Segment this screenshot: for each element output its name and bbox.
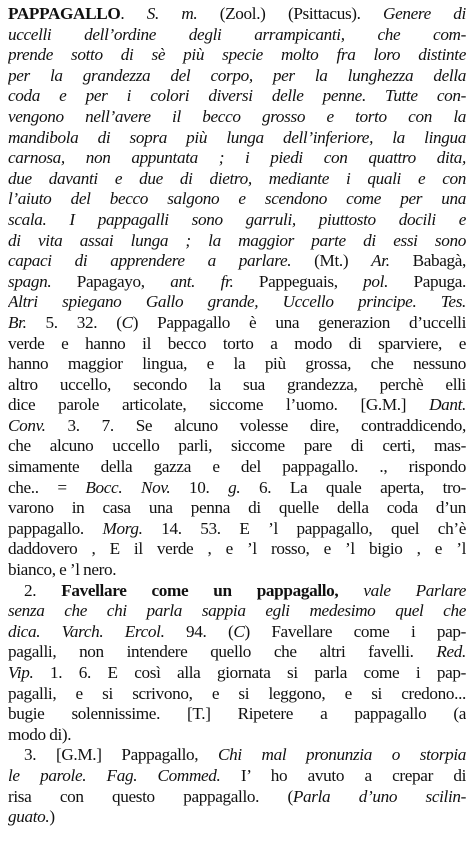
entry-line <box>8 86 466 107</box>
body-text: dice parole articolate, siccome l’uomo. [G.M.] <box>8 395 430 415</box>
italic-text: Bocc. Nov. <box>85 477 171 497</box>
entry-line <box>8 375 466 396</box>
body-text: ) <box>49 807 55 827</box>
italic-text: vengono nell’avere il becco grosso e torto con la <box>8 106 466 126</box>
entry-line <box>8 642 466 663</box>
headword-text: Favellare come un pappagallo, <box>61 580 339 600</box>
body-text: Papagayo, <box>51 271 171 291</box>
entry-line <box>8 807 466 828</box>
entry-line <box>8 231 466 252</box>
body-text: (Mt.) <box>291 251 372 271</box>
italic-text: C <box>121 312 133 332</box>
italic-text: prende sotto di sè più specie molto fra loro distinte <box>8 45 466 65</box>
entry-line <box>8 189 466 210</box>
body-text: . <box>120 4 147 23</box>
body-text: hanno maggior lingua, e la più grossa, che nessuno <box>8 354 466 374</box>
italic-text: di vita assai lunga ; la maggior parte di essi sono <box>8 230 466 250</box>
italic-text: Conv. <box>8 415 46 435</box>
entry-line <box>8 457 466 478</box>
italic-text: g. <box>228 477 241 497</box>
entry-line <box>8 4 466 25</box>
entry-line <box>8 169 466 190</box>
entry-line <box>8 519 466 540</box>
body-text: pagalli, e si scrivono, e si leggono, e si credono... <box>8 683 466 703</box>
entry-line <box>8 581 466 602</box>
entry-line <box>8 539 466 560</box>
italic-text: mandibola di sopra più lunga dell’inferiore, la lingua <box>8 127 466 147</box>
entry-line <box>8 622 466 643</box>
italic-text: S. m. <box>146 4 198 23</box>
entry-line <box>8 313 466 334</box>
italic-text: Morg. <box>102 518 143 538</box>
italic-text: due davanti e due di dietro, mediante i quali e con <box>8 168 466 188</box>
entry-line <box>8 663 466 684</box>
italic-text: carnosa, non appuntata ; i piedi con quattro dita, <box>8 148 466 168</box>
body-text: 3. 7. Se alcuno volesse dire, contraddicendo, <box>45 415 466 435</box>
italic-text: C <box>233 621 245 641</box>
entry-line <box>8 745 466 766</box>
body-text: (Zool.) (Psittacus). <box>197 4 384 23</box>
entry-line <box>8 684 466 705</box>
body-text: 3. [G.M.] Pappagallo, <box>24 745 218 765</box>
body-text: Papuga. <box>388 271 466 291</box>
body-text: risa con questo pappagallo. ( <box>8 786 293 806</box>
italic-text: capaci di apprendere a parlare. <box>8 251 292 271</box>
italic-text: ant. fr. <box>170 271 234 291</box>
body-text: 10. <box>170 477 229 497</box>
entry-line <box>8 704 466 725</box>
italic-text: guato. <box>8 807 50 827</box>
body-text: 5. 32. ( <box>26 312 122 332</box>
entry-line <box>8 436 466 457</box>
italic-text: Red. <box>436 642 466 662</box>
italic-text: Br. <box>8 312 27 332</box>
italic-text: Parla d’uno scilin- <box>292 786 466 806</box>
entry-line <box>8 416 466 437</box>
entry-line <box>8 25 466 46</box>
italic-text: Altri spiegano Gallo grande, Uccello principe. Tes. <box>8 292 466 312</box>
headword-text: PAPPAGALLO <box>8 4 121 23</box>
body-text: simamente della gazza e del pappagallo. ., rispondo <box>8 457 466 477</box>
entry-line <box>8 395 466 416</box>
italic-text: le parole. Fag. Commed. <box>8 765 221 785</box>
italic-text: uccelli dell’ordine degli arrampicanti, che com- <box>8 24 466 44</box>
body-text: 14. 53. E ’l pappagallo, quel ch’è <box>142 518 466 538</box>
italic-text: coda e per i colori diversi delle penne. Tutte con- <box>8 86 466 106</box>
entry-text <box>8 4 466 828</box>
entry-line <box>8 148 466 169</box>
body-text: daddovero , E il verde , e ’l rosso, e ’l bigio , e ’l <box>8 539 466 559</box>
italic-text: senza che chi parla sappia egli medesimo quel che <box>8 601 466 621</box>
body-text: 1. 6. E così alla giornata si parla come i pap- <box>33 663 466 682</box>
body-text: ) Favellare come i pap- <box>244 621 466 641</box>
entry-line <box>8 45 466 66</box>
entry-line <box>8 210 466 231</box>
entry-line <box>8 478 466 499</box>
italic-text: Dant. <box>429 395 466 415</box>
italic-text: Ar. <box>371 251 390 271</box>
body-text: altro uccello, secondo la sua grandezza, perchè elli <box>8 374 466 394</box>
italic-text: per la grandezza del corpo, per la lunghezza della <box>8 65 466 85</box>
italic-text: vale Parlare <box>338 580 466 600</box>
body-text: Pappeguais, <box>233 271 364 291</box>
entry-line <box>8 725 466 746</box>
body-text: ) Pappagallo è una generazion d’uccelli <box>132 312 466 332</box>
body-text: I’ ho avuto a crepar di <box>220 765 466 785</box>
entry-line <box>8 787 466 808</box>
body-text: modo di). <box>8 724 72 744</box>
body-text: verde e hanno il becco torto a modo di sparviere, e <box>8 333 466 353</box>
italic-text: Chi mal pronunzia o storpia <box>217 745 466 765</box>
body-text: bianco, e ’l nero. <box>8 560 117 580</box>
italic-text: Genere di <box>383 4 466 23</box>
body-text: che.. = <box>8 477 86 497</box>
entry-line <box>8 354 466 375</box>
body-text: pagalli, non intendere quello che altri favelli. <box>8 642 437 662</box>
body-text: bugie solennissime. [T.] Ripetere a pappagallo (a <box>8 704 466 724</box>
entry-line <box>8 251 466 272</box>
entry-line <box>8 107 466 128</box>
entry-line <box>8 498 466 519</box>
italic-text: Vip. <box>8 663 34 682</box>
italic-text: dica. Varch. Ercol. <box>8 621 165 641</box>
entry-line <box>8 766 466 787</box>
body-text: 2. <box>24 580 62 600</box>
body-text: varono in casa una penna di quelle della coda d’un <box>8 498 466 518</box>
entry-line <box>8 334 466 355</box>
body-text: 94. ( <box>164 621 234 641</box>
body-text: pappagallo. <box>8 518 103 538</box>
entry-line <box>8 272 466 293</box>
entry-line <box>8 128 466 149</box>
entry-line <box>8 560 466 581</box>
italic-text: scala. I pappagalli sono garruli, piuttosto docili e <box>8 209 466 229</box>
italic-text: l’aiuto del becco salgono e scendono come per una <box>8 189 466 209</box>
entry-line <box>8 601 466 622</box>
italic-text: pol. <box>363 271 389 291</box>
body-text: Babagà, <box>389 251 466 271</box>
entry-line <box>8 292 466 313</box>
body-text: che alcuno uccello parli, siccome pare di certi, mas- <box>8 436 466 456</box>
body-text: 6. La quale aperta, tro- <box>240 477 466 497</box>
italic-text: spagn. <box>8 271 52 291</box>
entry-line <box>8 66 466 87</box>
